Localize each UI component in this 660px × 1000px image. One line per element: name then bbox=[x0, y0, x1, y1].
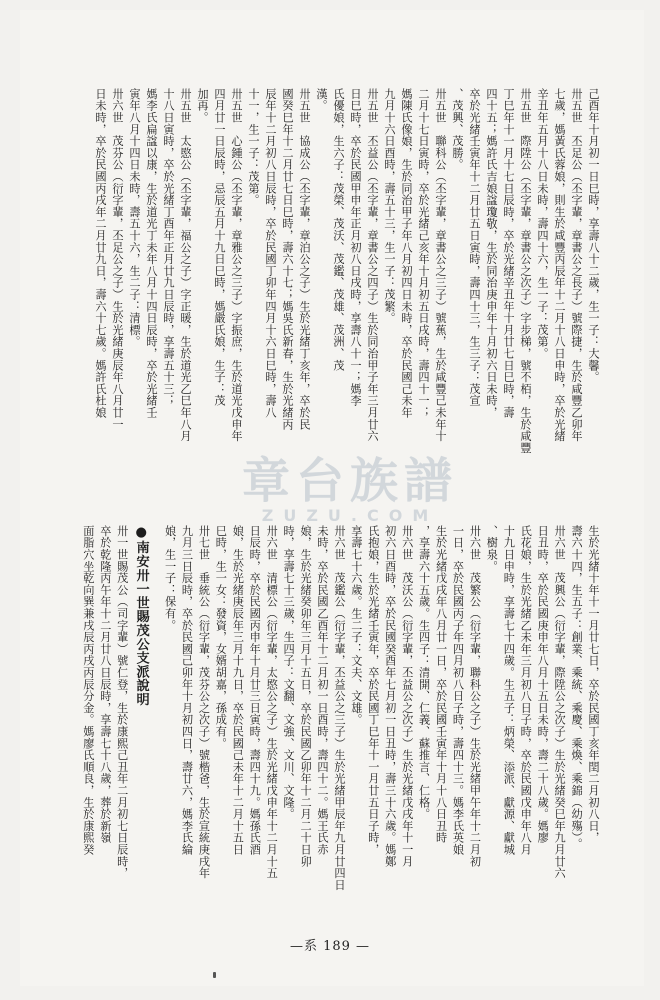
scan-mark bbox=[213, 972, 216, 978]
text-column: 卒於光緒壬寅年十二月廿五日寅時，壽四十三，生三子：茂宣 bbox=[468, 88, 481, 407]
text-column: 氏花娘，生於光緒乙未年三月初八日子時，卒於民國戊申年八月 bbox=[519, 525, 533, 856]
text-column: 四月廿一日辰時，忌辰五月十九日巳時，媽嚴氏娘，生子：茂 bbox=[213, 88, 226, 407]
text-column: 娘，生於光緒癸卯年三月十五日，卒於民國乙卯年十二月二十日卯 bbox=[299, 525, 313, 868]
text-column: 日未時，卒於民國丙戌年二月廿九日，壽六十七歲。媽許氏杜娘 bbox=[94, 88, 107, 419]
text-column: 巳時，生一女：發資，女婿胡嘉，孫成有。 bbox=[214, 525, 228, 750]
text-column: 丁巳年十一月十七日辰時，卒於光緒辛丑年十月廿七日巳時，壽 bbox=[502, 88, 515, 419]
text-column: 、茂興、茂勝。 bbox=[451, 88, 464, 171]
text-column bbox=[152, 525, 160, 925]
text-column: 寅年八月十四日未時，壽五十六，生二子：清標。 bbox=[128, 88, 141, 348]
text-column: 卅六世 茂繁公（衍字輩，聯科公之子）生於光緒甲午年十二月初 bbox=[468, 525, 482, 868]
text-column: 生於光緒十年十一月廿七日，卒於民國丁亥年閏二月初八日， bbox=[587, 525, 600, 844]
text-column: 卒於乾隆丙午年十二月廿八日辰時，享壽七十八歲，葬於新嶺 bbox=[98, 525, 112, 844]
text-column: 九月十六日酉時，壽五十三，生一子：茂繁。 bbox=[383, 88, 396, 324]
text-column: 卅五世 聯科公（丕字輩，章書公之三子）號蕉，生於咸豐己未年十 bbox=[434, 88, 447, 442]
text-column: 媽李氏扁諡以康，生於道光丁未年八月十四日辰時，卒於光緒壬 bbox=[145, 88, 158, 419]
text-column: ●南安卅一世賜茂公支派說明 bbox=[133, 525, 149, 707]
text-column: 壽六十四，生五子：創業、乘統、乘慶、乘煥、乘錦（幼殤）。 bbox=[570, 525, 584, 850]
text-column: 卅五世 心鍾公（丕字輩，章雅公之三子）字振庶，生於道光戊申年 bbox=[230, 88, 243, 442]
text-column: 漢。 bbox=[315, 88, 328, 112]
text-column: 己酉年十月初一日巳時，享壽八十二歲，生一子：大馨。 bbox=[587, 88, 600, 383]
text-column: 生於光緒戊戌年八月廿一日，卒於民國壬寅年十月十八日丑時 bbox=[434, 525, 448, 844]
lower-text-block bbox=[80, 525, 600, 925]
text-column: 十九日申時，享壽七十四歲。生五子：炳榮、添派、獻源、獻城 bbox=[502, 525, 516, 856]
text-column: 、樹泉。 bbox=[485, 525, 499, 573]
text-column: 卅六世 茂興公（衍字輩，際陞公之次子）生於光緒癸巳年九月廿六 bbox=[553, 525, 567, 879]
text-column: 卅六世 茂鑑公（衍字輩，丕益公之三子）生於光緒甲辰年九月廿四日 bbox=[332, 525, 346, 891]
text-column: 二月十七日寅時，卒於光緒己亥年十月初五日戌時，壽四十一； bbox=[417, 88, 430, 419]
text-column: 九月三日辰時，卒於民國己卯年十月初四日，壽廿六，媽李氏綸 bbox=[180, 525, 194, 856]
text-column: 卅六世 茂芬公（衍字輩，丕足公之子）生於光緒庚辰年八月廿一 bbox=[111, 88, 124, 431]
text-column: 辰年十二月初八日辰時，卒於民國丁卯年四月十六日巳時，壽八 bbox=[264, 88, 277, 419]
text-column: 加再。 bbox=[196, 88, 209, 124]
text-column: 國癸巳年十二月廿七日巳時，壽六十七；媽吳氏新春，生於光緒丙 bbox=[281, 88, 294, 431]
watermark-chinese: 章台族譜 bbox=[241, 452, 458, 509]
text-column: 七歲，媽黃氏蓉娘，則生於咸豐丙辰年十二月十八日申時，卒於光緒 bbox=[553, 88, 566, 442]
text-column: 卅七世 垂統公（衍字輩，茂芬公之次子）號楷爸，生於宣統庚戌年 bbox=[197, 525, 211, 879]
text-column: 日巳時，卒於民國甲申年正月初八日戌時，享壽八十一；媽李 bbox=[349, 88, 362, 407]
text-column: 一日，卒於民國丙子年四月初八日子時，壽四十三。媽李氏英娘 bbox=[451, 525, 465, 856]
upper-text-block bbox=[80, 88, 600, 528]
text-column: 卅六世 茂沃公（衍字輩，丕益公之次子）生於光緒戊戌年十一月 bbox=[400, 525, 414, 868]
text-column: 氏抱娘，生於光緒壬寅年，卒於民國丁巳年十一月廿五日子時， bbox=[366, 525, 380, 856]
text-column: 四十五；媽許氏吉娘諡瓊敬，生於同治庚申年十月初六日未時， bbox=[485, 88, 498, 419]
text-column: 娘，生一子：保有。 bbox=[163, 525, 177, 632]
text-column: 日丑時，卒於民國庚申年八月十五日未時，壽二十八歲。媽廖 bbox=[536, 525, 550, 844]
text-column: 時，享壽七十三歲，生四子：文翻、文強、文川、文隆。 bbox=[282, 525, 296, 820]
genealogy-page bbox=[20, 10, 644, 986]
text-column: 未時，卒於民國乙酉年十二月初一日酉時，壽四十二。媽王氏赤 bbox=[316, 525, 329, 856]
text-column: 娘，生於光緒庚辰年三月十九日，卒於民國己未年十二月十五日 bbox=[231, 525, 245, 856]
text-column: 面脂穴坐乾向巽兼戌辰丙戌丙辰分金。媽廖氏順良，生於康熙癸 bbox=[81, 525, 95, 856]
text-column: 卅五世 太愍公（丕字輩，福公之子）字正暖，生於道光乙巳年八月 bbox=[179, 88, 192, 442]
text-column: 卅五世 協成公（丕字輩，章泊公之子）生於光緒丁亥年，卒於民 bbox=[298, 88, 311, 431]
text-column: 初六日酉時，卒於民國癸酉年七月初一日丑時，壽三十六歲。媽鄭 bbox=[383, 525, 397, 868]
text-column: 辛丑年五月十八日未時，壽四十六，生一子：茂第。 bbox=[536, 88, 549, 360]
watermark-latin: ZUZU.COM bbox=[261, 505, 439, 525]
text-column: 媽陳氏像娘，生於同治甲子年八月初四日未時，卒於民國己未年 bbox=[400, 88, 413, 419]
text-column: ，享壽六十五歲。生四子：清開、仁義、蘇推言、仁格。 bbox=[417, 525, 431, 820]
text-column: 氏優娘，生六子：茂榮、茂沃、茂鑑、茂雄、茂洲、茂 bbox=[332, 88, 345, 372]
text-column: 卅一世賜茂公（司字輩）號仁登，生於康熙己丑年二月初七日辰時， bbox=[115, 525, 129, 879]
text-column: 享壽七十六歲。生二子：文夫、文雄。 bbox=[349, 525, 363, 726]
text-column: 日辰時，卒於民國丙申年十月廿三日寅時，壽四十九。媽孫氏酒 bbox=[248, 525, 262, 856]
text-column: 十一，生一子：茂第。 bbox=[247, 88, 260, 206]
text-column: 十八日寅時，卒於光緒丁酉年正月廿九日辰時，享壽五十三； bbox=[162, 88, 175, 407]
text-column: 卅五世 丕益公（丕字輩，章書公之四子）生於同治甲子年三月廿六 bbox=[366, 88, 379, 442]
text-column: 卅六世 清標公（衍字輩，太愍公之子）生於光緒戊申年十二月十五 bbox=[265, 525, 279, 879]
text-column: 卅五世 際陞公（丕字輩，章書公之次子）字步梯，號不栢，生於咸豐 bbox=[519, 88, 532, 454]
page-number: —系 189 — bbox=[289, 939, 371, 954]
text-column: 卅五世 丕足公（丕字輩，章書公之長子）號際捷，生於咸豐乙卯年 bbox=[570, 88, 583, 442]
